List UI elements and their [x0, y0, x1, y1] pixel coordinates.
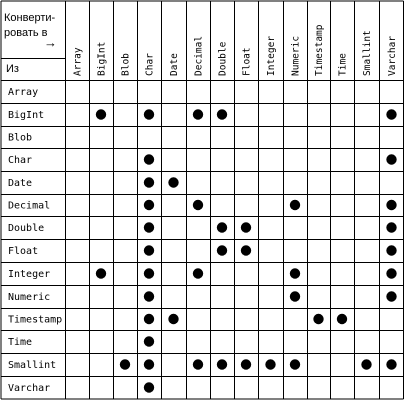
column-header-blob: Blob	[120, 53, 132, 76]
conversion-dot-bigint-to-double	[217, 109, 227, 119]
row-header-timestamp: Timestamp	[8, 314, 63, 326]
conversion-dot-float-to-double	[217, 245, 227, 255]
conversion-dot-double-to-varchar	[386, 222, 396, 232]
conversion-dot-decimal-to-decimal	[193, 200, 203, 210]
conversion-dot-integer-to-varchar	[386, 268, 396, 278]
conversion-dot-char-to-char	[144, 154, 154, 164]
row-header-blob: Blob	[8, 132, 33, 144]
column-header-varchar: Varchar	[387, 35, 398, 76]
column-header-char: Char	[144, 53, 156, 76]
conversion-dot-varchar-to-char	[144, 382, 154, 392]
from-label: Из	[6, 63, 19, 75]
row-header-smallint: Smallint	[8, 360, 57, 371]
header-area	[4, 12, 57, 75]
column-header-bigint: BigInt	[96, 41, 108, 76]
row-header-time: Time	[8, 337, 33, 348]
row-header-array: Array	[8, 87, 39, 98]
conversion-dot-float-to-varchar	[386, 245, 396, 255]
conversion-dot-smallint-to-numeric	[290, 359, 300, 369]
conversion-dot-date-to-char	[144, 177, 154, 187]
row-header-char: Char	[8, 155, 33, 166]
conversion-dot-bigint-to-char	[144, 109, 154, 119]
conversion-dot-double-to-float	[241, 222, 251, 232]
row-header-numeric: Numeric	[8, 292, 51, 303]
column-headers	[73, 24, 399, 76]
conversion-dot-float-to-float	[241, 245, 251, 255]
column-header-numeric: Numeric	[290, 35, 302, 76]
row-header-double: Double	[8, 223, 45, 234]
conversion-dot-decimal-to-numeric	[290, 200, 300, 210]
conversion-dot-timestamp-to-time	[337, 314, 347, 324]
conversion-dot-timestamp-to-date	[168, 314, 178, 324]
column-header-smallint: Smallint	[362, 30, 373, 76]
column-header-time: Time	[337, 53, 349, 76]
column-header-integer: Integer	[266, 35, 277, 76]
conversion-dot-integer-to-decimal	[193, 268, 203, 278]
row-header-decimal: Decimal	[8, 200, 51, 212]
conversion-dot-decimal-to-char	[144, 200, 154, 210]
conversion-dot-smallint-to-smallint	[361, 359, 371, 369]
column-header-array: Array	[72, 47, 84, 76]
conversion-dot-smallint-to-decimal	[193, 359, 203, 369]
convert-label-line1: Конверти-	[4, 12, 56, 24]
conversion-dot-smallint-to-varchar	[386, 359, 396, 369]
row-headers	[8, 87, 62, 394]
convert-label-line2: ровать в	[4, 27, 48, 39]
conversion-dot-integer-to-numeric	[290, 268, 300, 278]
row-header-varchar: Varchar	[8, 383, 51, 394]
conversion-dot-bigint-to-varchar	[386, 109, 396, 119]
conversion-dot-float-to-char	[144, 245, 154, 255]
conversion-dot-smallint-to-double	[217, 359, 227, 369]
conversion-dot-time-to-char	[144, 336, 154, 346]
conversion-dot-numeric-to-char	[144, 291, 154, 301]
conversion-dot-numeric-to-varchar	[386, 291, 396, 301]
conversion-dot-smallint-to-char	[144, 359, 154, 369]
conversion-dot-decimal-to-varchar	[386, 200, 396, 210]
conversion-dot-bigint-to-bigint	[96, 109, 106, 119]
conversion-dot-numeric-to-numeric	[290, 291, 300, 301]
row-header-float: Float	[8, 246, 39, 257]
row-header-integer: Integer	[8, 269, 51, 280]
conversion-dot-integer-to-char	[144, 268, 154, 278]
row-header-bigint: BigInt	[8, 110, 45, 121]
conversion-dot-double-to-double	[217, 222, 227, 232]
conversion-dot-timestamp-to-timestamp	[313, 314, 323, 324]
column-header-double: Double	[217, 41, 229, 76]
conversion-dot-smallint-to-integer	[265, 359, 275, 369]
conversion-dot-date-to-date	[168, 177, 178, 187]
conversion-dot-smallint-to-float	[241, 359, 251, 369]
conversion-marks	[96, 109, 397, 392]
column-header-date: Date	[169, 53, 180, 76]
column-header-decimal: Decimal	[193, 35, 205, 76]
row-header-date: Date	[8, 178, 33, 189]
conversion-dot-smallint-to-blob	[120, 359, 130, 369]
conversion-dot-timestamp-to-char	[144, 314, 154, 324]
arrow-icon: →	[44, 35, 57, 50]
conversion-dot-char-to-varchar	[386, 154, 396, 164]
column-header-timestamp: Timestamp	[314, 24, 325, 76]
conversion-dot-integer-to-bigint	[96, 268, 106, 278]
conversion-dot-double-to-char	[144, 222, 154, 232]
conversion-dot-bigint-to-decimal	[193, 109, 203, 119]
column-header-float: Float	[241, 47, 253, 76]
